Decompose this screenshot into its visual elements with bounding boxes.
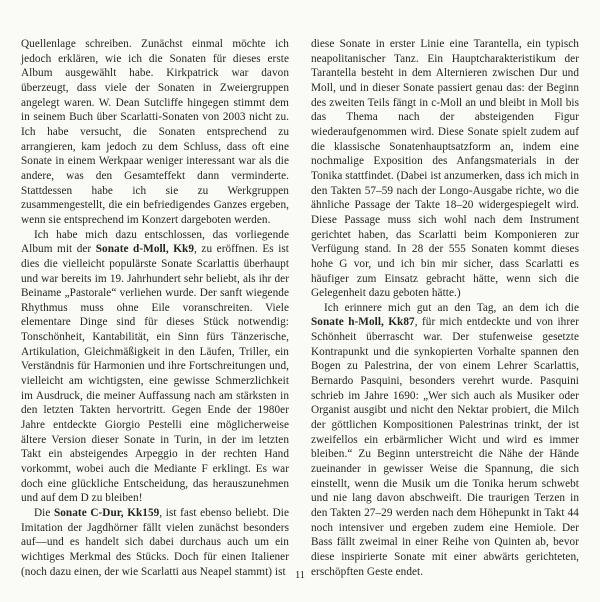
text-column-right — [311, 37, 579, 579]
text-column-left — [21, 37, 289, 579]
sonata-title-bold: Sonate d-Moll, Kk9 — [95, 243, 195, 256]
text-segment: Die — [34, 507, 54, 519]
text-segment: , ist fast ebenso beliebt. Die Imitation der Jagdhörner fällt vielen zunächst besonders auf—und es handelt sich dabei durchaus auch um ein wichtiges Merkmal des Stücks. Doch für einen Italiener (noch dazu einen, der wie Scarlatti aus Neapel stammt) ist — [21, 507, 289, 578]
sonata-title-bold: Sonate C-Dur, Kk159 — [53, 507, 160, 519]
page-number: 11 — [294, 570, 306, 581]
paragraph — [21, 228, 289, 506]
paragraph — [21, 506, 289, 579]
sonata-title-bold: Sonate h-Moll, Kk87 — [311, 316, 415, 329]
text-segment: diese Sonate in erster Linie eine Tarantella, ein typisch neapolitanischer Tanz. Ein Hauptcharakteristikum der Tarantella besteht in dem Alternieren zwischen Dur und Moll, und in dieser Sonate passiert genau das: der Beginn des zweiten Teils fängt in c-Moll an und bleibt in Moll bis das Thema nach der absteigenden Figur wiederaufgenommen wird. Diese Sonate spielt zudem auf die klassische Sonatenhauptsatzform an, indem eine nochmalige Exposition des Anfangsmaterials in der Tonika stattfindet. (Dabei ist anzumerken, dass ich mich in den Takten 57–59 nach der Longo-Ausgabe richte, wo die ähnliche Passage der Takte 18–20 widergespiegelt wird. Diese Passage muss sich wohl nach dem Instrument gerichtet haben, das Scarlatti beim Komponieren zur Verfügung stand. In 28 der 555 Sonaten kommt dieses hohe G vor, und ich bin mir sicher, dass Scarlatti es häufiger zum Einsatz gebracht hätte, wenn sich die Gelegenheit dazu geboten hätte.) — [311, 38, 579, 300]
paragraph — [311, 301, 579, 579]
text-segment: Ich erinnere mich gut an den Tag, an dem ich die — [324, 301, 579, 314]
paragraph — [311, 37, 579, 301]
text-segment: , zu eröffnen. Es ist dies die vielleicht populärste Sonate Scarlattis überhaupt und war bereits im 19. Jahrhundert sehr beliebt, als ihr der Beiname „Pastorale“ verliehen wurde. Der sanft wiegende Rhythmus muss ohne Eile voranschreiten. Viele elementare Dinge sind für dieses Stück notwendig: Tonschönheit, Kantabilität, ein Sinn fürs Tänzerische, Artikulation, Gleichmäßigkeit in den Läufen, Triller, ein Verständnis für Harmonien und ihre Fortschreitungen und, vielleicht am wichtigsten, eine gewisse Schmerzlichkeit im Ausdruck, die meiner Auffassung nach am stärksten in den letzten Takten hervortritt. Gegen Ende der 1980er Jahre entdeckte Giorgio Pestelli eine möglicherweise ältere Version dieser Sonate in Turin, in der im letzten Takt ein absteigendes Arpeggio in der rechten Hand vorkommt, wobei auch die Mediante F erklingt. Es war doch eine glückliche Entscheidung, das herauszunehmen und auf dem D zu bleiben! — [21, 243, 289, 505]
paragraph — [21, 37, 289, 228]
text-segment: Ich habe mich dazu entschlossen, das vorliegende Album mit der — [21, 228, 289, 256]
text-segment: , für mich entdeckte und von ihrer Schönheit überrascht war. Der stufenweise gesetzte Kontrapunkt und die synkopierten Vorhalte spannen den Bogen zu Palestrina, der von einem Lehrer Scarlattis, Bernardo Pasquini, besonders verehrt wurde. Pasquini schrieb im Jahre 1690: „Wer sich auch als Musiker oder Organist ausgibt und nicht den Nektar probiert, die Milch der göttlichen Kompositionen Palestrinas trinkt, der ist zweifellos ein erbärmlicher Wicht und wird es immer bleiben.“ Zu Beginn unterstreicht die Nähe der Hände zueinander in gewisser Weise die Spannung, die sich einstellt, wenn die Musik um die Tonika herum schwebt und nie lang davon abschweift. Die traurigen Terzen in den Takten 27–29 werden nach dem Höhepunkt in Takt 44 noch intensiver und ergeben zudem eine Hemiole. Der Bass fällt zweimal in einer Reihe von Quinten ab, bevor diese inspirierte Sonate mit einer abwärts gerichteten, erschöpften Geste endet. — [311, 316, 579, 578]
text-segment: Quellenlage schreiben. Zunächst einmal möchte ich jedoch erklären, wie ich die Sonaten für dieses erste Album ausgewählt habe. Kirkpatrick war davon überzeugt, dass viele der Sonaten in Zweiergruppen angelegt waren. W. Dean Sutcliffe hingegen stimmt dem in seinem Buch über Scarlatti-Sonaten von 2003 nicht zu. Ich habe versucht, die Sonaten entsprechend zu arrangieren, kam jedoch zu dem Schluss, dass oft eine Sonate in einem Werkpaar weniger interessant war als die andere, was den Gesamteffekt dann verminderte. Stattdessen habe ich sie zu Werkgruppen zusammengestellt, die ein befriedigendes Ganzes ergeben, wenn sie entsprechend im Konzert dargeboten werden. — [21, 38, 289, 226]
